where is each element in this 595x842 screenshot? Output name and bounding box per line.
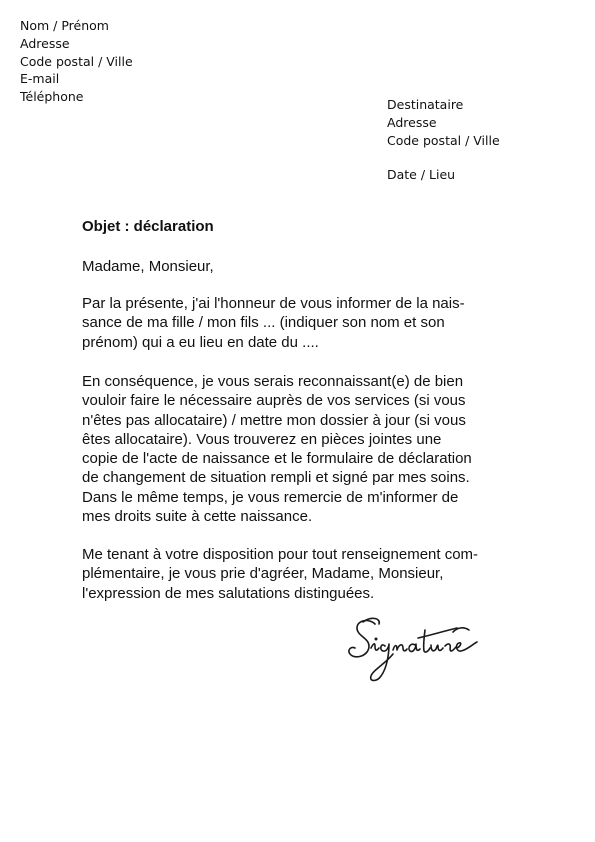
letter-salutation: Madame, Monsieur, [82,258,214,275]
paragraph-line: Par la présente, j'ai l'honneur de vous informer de la nais- [82,295,465,312]
paragraph-line: l'expression de mes salutations distinguées. [82,584,375,602]
paragraph-line: de changement de situation rempli et signé par mes soins. [82,469,470,487]
paragraph-request [82,372,472,526]
paragraph-line: prénom) qui a eu lieu en date du .... [82,333,319,351]
recipient-postcode-city: Code postal / Ville [387,132,500,148]
paragraph-line: vouloir faire le nécessaire auprès de vos services (si vous [82,392,466,410]
paragraph-line: plémentaire, je vous prie d'agréer, Madame, Monsieur, [82,565,444,583]
paragraph-closing [82,545,478,603]
sender-phone: Téléphone [20,89,84,105]
paragraph-line: mes droits suite à cette naissance. [82,508,313,526]
letter-subject: Objet : déclaration [82,218,214,235]
paragraph-line: sance de ma fille / mon fils ... (indiquer son nom et son [82,314,445,332]
sender-address: Adresse [20,35,70,51]
paragraph-line: n'êtes pas allocataire) / mettre mon dossier à jour (si vous [82,411,466,429]
paragraph-announcement [82,294,465,352]
recipient-name: Destinataire [387,97,464,112]
paragraph-line: Dans le même temps, je vous remercie de m'informer de [82,488,459,506]
paragraph-line: Me tenant à votre disposition pour tout renseignement com- [82,546,479,563]
sender-email: E-mail [20,71,60,87]
recipient-block [387,96,500,184]
paragraph-line: êtes allocataire). Vous trouverez en pièces jointes une [82,430,442,448]
sender-block [20,17,133,106]
handwritten-signature [345,610,495,690]
recipient-address: Adresse [387,114,437,130]
paragraph-line: En conséquence, je vous serais reconnaissant(e) de bien [82,373,464,390]
date-place: Date / Lieu [387,167,456,183]
paragraph-line: copie de l'acte de naissance et le formulaire de déclaration [82,450,472,468]
sender-postcode-city: Code postal / Ville [20,53,133,69]
sender-name: Nom / Prénom [20,18,109,33]
